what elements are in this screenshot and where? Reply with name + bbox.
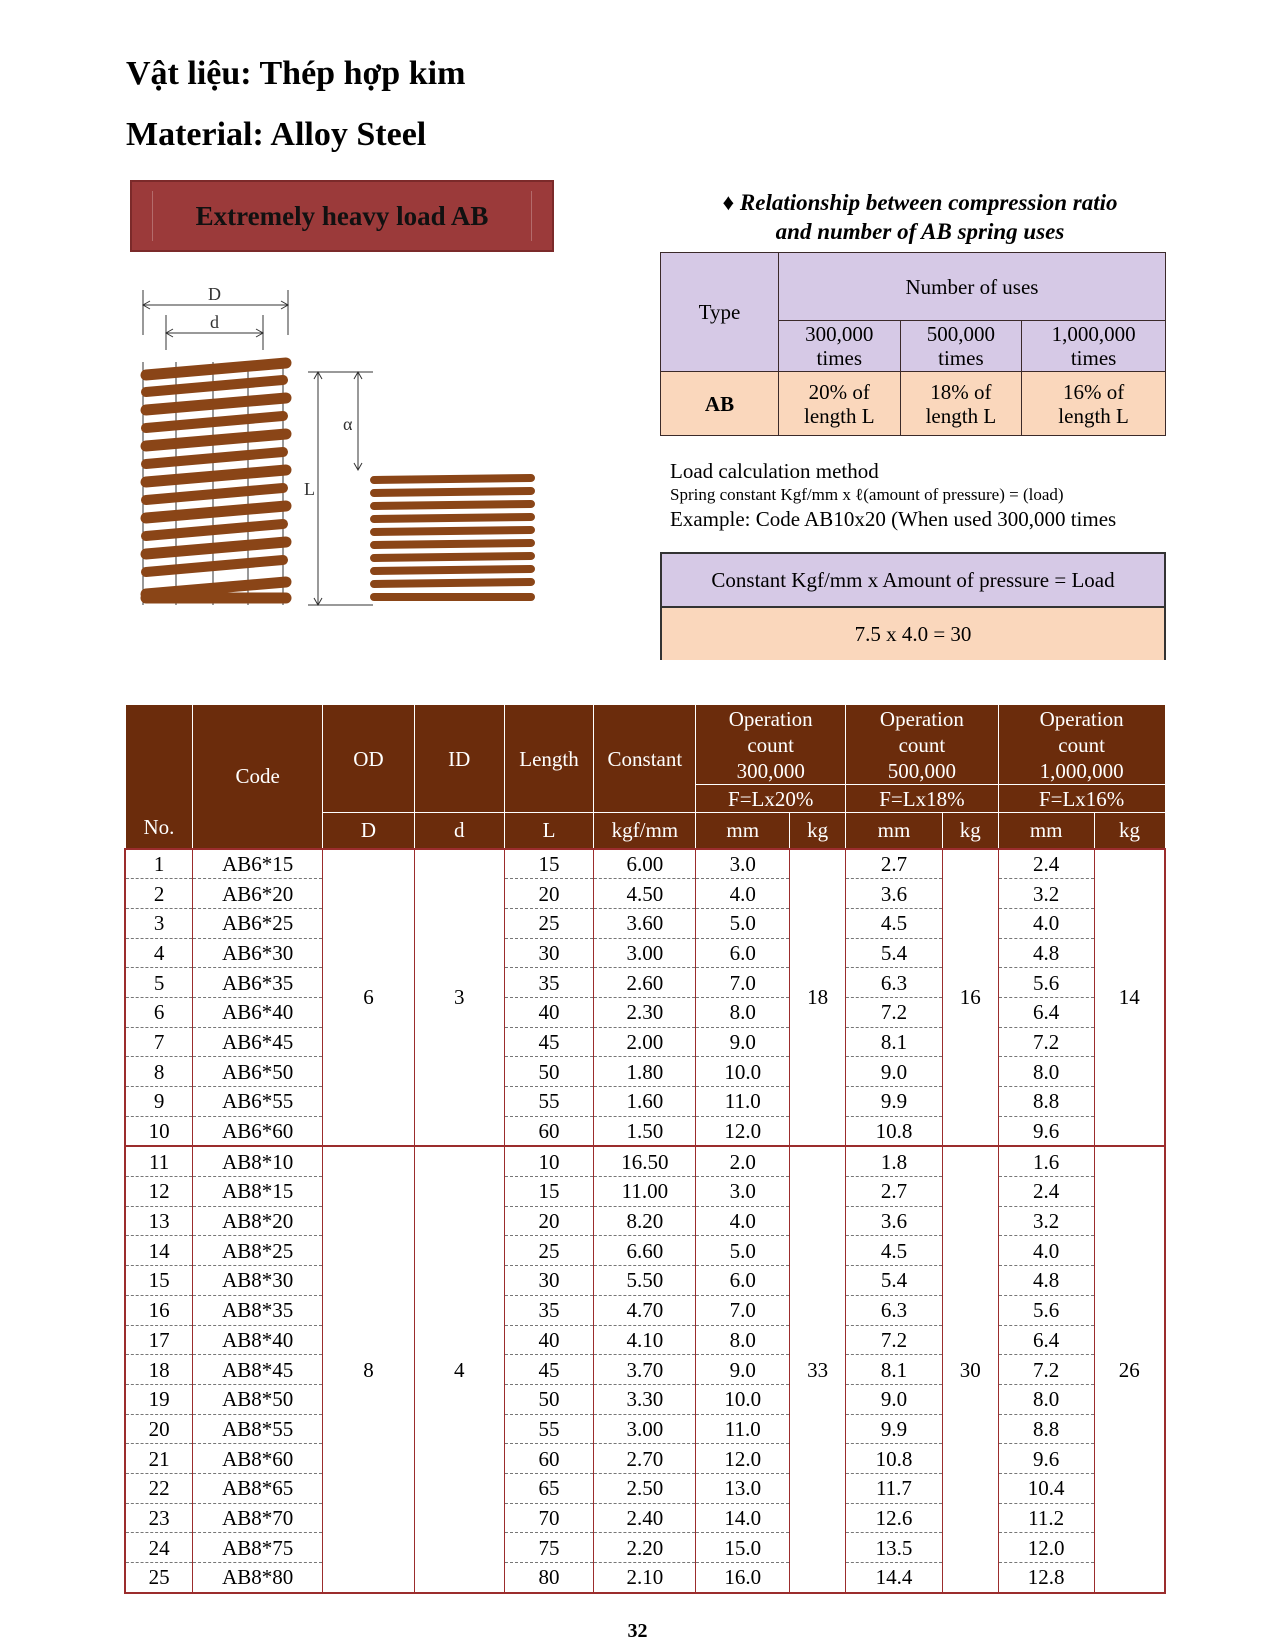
table-row xyxy=(125,1473,1165,1503)
cell-code: AB6*40 xyxy=(193,997,323,1027)
cell-mm-300k: 11.0 xyxy=(696,1087,790,1117)
cell-mm-1m: 4.8 xyxy=(998,1266,1094,1296)
cell-length: 40 xyxy=(504,1325,594,1355)
cell-code: AB8*25 xyxy=(193,1236,323,1266)
cell-mm-500k: 7.2 xyxy=(846,997,943,1027)
cell-mm-1m: 4.0 xyxy=(998,908,1094,938)
header-op-1m: Operation count 1,000,000 xyxy=(998,705,1165,785)
cell-mm-300k: 8.0 xyxy=(696,997,790,1027)
table-row xyxy=(125,1116,1165,1146)
cell-constant: 6.00 xyxy=(594,849,696,879)
cell-constant: 1.50 xyxy=(594,1116,696,1146)
cell-no: 9 xyxy=(125,1087,193,1117)
cell-length: 15 xyxy=(504,849,594,879)
cell-constant: 16.50 xyxy=(594,1146,696,1176)
cell-length: 20 xyxy=(504,879,594,909)
load-example: Example: Code AB10x20 (When used 300,000 times xyxy=(670,507,1117,531)
cell-od: 6 xyxy=(323,849,415,1147)
cell-mm-500k: 14.4 xyxy=(846,1563,943,1593)
header-formula-16: F=Lx16% xyxy=(998,785,1165,813)
uses-header: Number of uses xyxy=(779,253,1166,321)
cell-mm-1m: 5.6 xyxy=(998,1295,1094,1325)
cell-length: 30 xyxy=(504,1266,594,1296)
cell-length: 60 xyxy=(504,1116,594,1146)
cell-id: 4 xyxy=(414,1146,504,1592)
cell-mm-300k: 14.0 xyxy=(696,1503,790,1533)
cell-kg-300k: 33 xyxy=(790,1146,846,1592)
cell-no: 7 xyxy=(125,1027,193,1057)
cell-code: AB8*50 xyxy=(193,1384,323,1414)
cell-mm-300k: 16.0 xyxy=(696,1563,790,1593)
cell-code: AB6*50 xyxy=(193,1057,323,1087)
table-row xyxy=(125,968,1165,998)
table-row xyxy=(125,938,1165,968)
cell-mm-1m: 8.0 xyxy=(998,1384,1094,1414)
table-row xyxy=(125,1414,1165,1444)
spec-table-body xyxy=(125,849,1165,1593)
cell-code: AB8*75 xyxy=(193,1533,323,1563)
cell-mm-1m: 8.8 xyxy=(998,1414,1094,1444)
header-op-500k: Operation count 500,000 xyxy=(846,705,999,785)
cell-constant: 2.40 xyxy=(594,1503,696,1533)
cell-no: 10 xyxy=(125,1116,193,1146)
label-L: L xyxy=(304,479,315,499)
cell-constant: 4.10 xyxy=(594,1325,696,1355)
cell-mm-500k: 9.9 xyxy=(846,1414,943,1444)
cell-mm-1m: 9.6 xyxy=(998,1444,1094,1474)
cell-code: AB8*55 xyxy=(193,1414,323,1444)
cell-mm-1m: 4.0 xyxy=(998,1236,1094,1266)
cell-length: 35 xyxy=(504,1295,594,1325)
cell-mm-1m: 7.2 xyxy=(998,1027,1094,1057)
header-op-300k: Operation count 300,000 xyxy=(696,705,846,785)
table-row xyxy=(125,1325,1165,1355)
cell-no: 15 xyxy=(125,1266,193,1296)
cell-constant: 1.60 xyxy=(594,1087,696,1117)
cell-length: 25 xyxy=(504,1236,594,1266)
cell-code: AB8*10 xyxy=(193,1146,323,1176)
cell-length: 60 xyxy=(504,1444,594,1474)
label-alpha: α xyxy=(343,414,353,434)
cell-mm-300k: 15.0 xyxy=(696,1533,790,1563)
cell-constant: 1.80 xyxy=(594,1057,696,1087)
title-vietnamese: Vật liệu: Thép hợp kim xyxy=(126,55,466,92)
cell-mm-1m: 6.4 xyxy=(998,1325,1094,1355)
cell-code: AB8*35 xyxy=(193,1295,323,1325)
cell-code: AB6*25 xyxy=(193,908,323,938)
cell-constant: 2.10 xyxy=(594,1563,696,1593)
cell-constant: 5.50 xyxy=(594,1266,696,1296)
cell-no: 13 xyxy=(125,1206,193,1236)
cell-no: 22 xyxy=(125,1473,193,1503)
cell-od: 8 xyxy=(323,1146,415,1592)
unit-kg: kg xyxy=(1094,813,1165,849)
unit-kg: kg xyxy=(790,813,846,849)
cell-mm-300k: 3.0 xyxy=(696,849,790,879)
uses-col-500k: 500,000 times xyxy=(900,321,1022,372)
cell-mm-1m: 6.4 xyxy=(998,997,1094,1027)
cell-mm-500k: 13.5 xyxy=(846,1533,943,1563)
page-number: 32 xyxy=(627,1620,648,1642)
cell-mm-300k: 9.0 xyxy=(696,1027,790,1057)
cell-constant: 3.60 xyxy=(594,908,696,938)
load-calculation xyxy=(670,458,1116,532)
cell-code: AB6*35 xyxy=(193,968,323,998)
cell-mm-500k: 6.3 xyxy=(846,1295,943,1325)
cell-mm-500k: 5.4 xyxy=(846,1266,943,1296)
cell-code: AB8*60 xyxy=(193,1444,323,1474)
cell-mm-1m: 12.0 xyxy=(998,1533,1094,1563)
table-row xyxy=(125,1206,1165,1236)
uses-col-300k: 300,000 times xyxy=(779,321,901,372)
relationship-title-line2: and number of AB spring uses xyxy=(775,219,1065,244)
cell-code: AB8*65 xyxy=(193,1473,323,1503)
cell-kg-500k: 30 xyxy=(942,1146,998,1592)
cell-mm-500k: 8.1 xyxy=(846,1355,943,1385)
cell-code: AB8*80 xyxy=(193,1563,323,1593)
label-d: d xyxy=(210,312,219,332)
header-formula-20: F=Lx20% xyxy=(696,785,846,813)
uses-col-1m: 1,000,000 times xyxy=(1022,321,1166,372)
spec-table xyxy=(124,704,1166,1594)
cell-mm-300k: 12.0 xyxy=(696,1116,790,1146)
cell-no: 24 xyxy=(125,1533,193,1563)
cell-mm-500k: 9.9 xyxy=(846,1087,943,1117)
cell-mm-1m: 8.8 xyxy=(998,1087,1094,1117)
cell-mm-300k: 6.0 xyxy=(696,1266,790,1296)
table-row xyxy=(125,1355,1165,1385)
table-row xyxy=(125,1146,1165,1176)
cell-mm-1m: 2.4 xyxy=(998,849,1094,879)
cell-length: 65 xyxy=(504,1473,594,1503)
cell-no: 4 xyxy=(125,938,193,968)
cell-length: 25 xyxy=(504,908,594,938)
cell-no: 8 xyxy=(125,1057,193,1087)
ab-300k-ratio: 20% of length L xyxy=(779,372,901,436)
cell-mm-1m: 3.2 xyxy=(998,1206,1094,1236)
cell-mm-300k: 3.0 xyxy=(696,1177,790,1207)
table-row xyxy=(125,1384,1165,1414)
cell-constant: 2.50 xyxy=(594,1473,696,1503)
table-row xyxy=(125,1027,1165,1057)
relationship-title-line1: ♦ Relationship between compression ratio xyxy=(722,190,1118,215)
cell-constant: 2.60 xyxy=(594,968,696,998)
header-constant: Constant xyxy=(594,705,696,813)
cell-mm-500k: 9.0 xyxy=(846,1384,943,1414)
cell-mm-500k: 11.7 xyxy=(846,1473,943,1503)
cell-length: 10 xyxy=(504,1146,594,1176)
cell-code: AB6*45 xyxy=(193,1027,323,1057)
cell-constant: 4.70 xyxy=(594,1295,696,1325)
cell-mm-300k: 10.0 xyxy=(696,1384,790,1414)
table-row xyxy=(125,1057,1165,1087)
unit-mm: mm xyxy=(696,813,790,849)
cell-constant: 2.30 xyxy=(594,997,696,1027)
cell-length: 15 xyxy=(504,1177,594,1207)
uses-table xyxy=(660,252,1166,436)
cell-constant: 3.00 xyxy=(594,938,696,968)
cell-no: 18 xyxy=(125,1355,193,1385)
constant-box xyxy=(660,552,1166,660)
cell-code: AB8*70 xyxy=(193,1503,323,1533)
cell-kg-1m: 26 xyxy=(1094,1146,1165,1592)
cell-no: 11 xyxy=(125,1146,193,1176)
cell-mm-300k: 7.0 xyxy=(696,968,790,998)
cell-length: 80 xyxy=(504,1563,594,1593)
cell-no: 25 xyxy=(125,1563,193,1593)
header-no: No. xyxy=(125,705,193,849)
table-row xyxy=(125,1563,1165,1593)
cell-constant: 3.30 xyxy=(594,1384,696,1414)
cell-constant: 8.20 xyxy=(594,1206,696,1236)
cell-constant: 2.20 xyxy=(594,1533,696,1563)
table-row xyxy=(125,1295,1165,1325)
cell-no: 1 xyxy=(125,849,193,879)
cell-no: 20 xyxy=(125,1414,193,1444)
header-length: Length xyxy=(504,705,594,813)
cell-mm-300k: 4.0 xyxy=(696,879,790,909)
cell-code: AB6*60 xyxy=(193,1116,323,1146)
cell-code: AB8*20 xyxy=(193,1206,323,1236)
cell-mm-300k: 2.0 xyxy=(696,1146,790,1176)
cell-constant: 11.00 xyxy=(594,1177,696,1207)
cell-length: 55 xyxy=(504,1087,594,1117)
header-id: ID xyxy=(414,705,504,813)
constant-example-value: 7.5 x 4.0 = 30 xyxy=(662,608,1164,660)
cell-mm-1m: 2.4 xyxy=(998,1177,1094,1207)
table-row xyxy=(125,1087,1165,1117)
header-code: Code xyxy=(193,705,323,849)
cell-length: 50 xyxy=(504,1057,594,1087)
cell-length: 70 xyxy=(504,1503,594,1533)
cell-code: AB8*40 xyxy=(193,1325,323,1355)
cell-length: 40 xyxy=(504,997,594,1027)
cell-length: 55 xyxy=(504,1414,594,1444)
table-row xyxy=(125,1444,1165,1474)
cell-length: 45 xyxy=(504,1027,594,1057)
cell-constant: 4.50 xyxy=(594,879,696,909)
cell-constant: 2.00 xyxy=(594,1027,696,1057)
cell-mm-500k: 10.8 xyxy=(846,1444,943,1474)
cell-length: 30 xyxy=(504,938,594,968)
cell-code: AB6*15 xyxy=(193,849,323,879)
type-header: Type xyxy=(661,253,779,372)
cell-constant: 3.70 xyxy=(594,1355,696,1385)
cell-mm-500k: 9.0 xyxy=(846,1057,943,1087)
cell-mm-1m: 5.6 xyxy=(998,968,1094,998)
cell-mm-1m: 12.8 xyxy=(998,1563,1094,1593)
unit-od: D xyxy=(323,813,415,849)
cell-mm-300k: 12.0 xyxy=(696,1444,790,1474)
cell-constant: 3.00 xyxy=(594,1414,696,1444)
cell-mm-500k: 4.5 xyxy=(846,908,943,938)
cell-code: AB8*30 xyxy=(193,1266,323,1296)
cell-kg-500k: 16 xyxy=(942,849,998,1147)
load-formula: Spring constant Kgf/mm x ℓ(amount of pressure) = (load) xyxy=(670,485,1064,504)
constant-formula: Constant Kgf/mm x Amount of pressure = Load xyxy=(662,554,1164,608)
cell-mm-1m: 11.2 xyxy=(998,1503,1094,1533)
cell-code: AB8*15 xyxy=(193,1177,323,1207)
cell-mm-500k: 6.3 xyxy=(846,968,943,998)
cell-mm-500k: 4.5 xyxy=(846,1236,943,1266)
cell-no: 2 xyxy=(125,879,193,909)
header-od: OD xyxy=(323,705,415,813)
cell-mm-1m: 4.8 xyxy=(998,938,1094,968)
header-formula-18: F=Lx18% xyxy=(846,785,999,813)
cell-mm-1m: 7.2 xyxy=(998,1355,1094,1385)
cell-length: 50 xyxy=(504,1384,594,1414)
cell-code: AB6*20 xyxy=(193,879,323,909)
cell-length: 45 xyxy=(504,1355,594,1385)
ab-1m-ratio: 16% of length L xyxy=(1022,372,1166,436)
cell-constant: 6.60 xyxy=(594,1236,696,1266)
cell-mm-500k: 2.7 xyxy=(846,849,943,879)
title-english: Material: Alloy Steel xyxy=(126,116,427,153)
cell-no: 19 xyxy=(125,1384,193,1414)
cell-mm-500k: 10.8 xyxy=(846,1116,943,1146)
table-row xyxy=(125,908,1165,938)
cell-length: 20 xyxy=(504,1206,594,1236)
cell-mm-1m: 10.4 xyxy=(998,1473,1094,1503)
cell-mm-500k: 12.6 xyxy=(846,1503,943,1533)
cell-code: AB6*30 xyxy=(193,938,323,968)
cell-constant: 2.70 xyxy=(594,1444,696,1474)
relationship-title xyxy=(660,188,1180,246)
cell-mm-500k: 3.6 xyxy=(846,879,943,909)
label-D: D xyxy=(208,284,221,304)
table-row xyxy=(125,849,1165,879)
load-method-title: Load calculation method xyxy=(670,459,879,483)
table-row xyxy=(125,1533,1165,1563)
cell-mm-300k: 9.0 xyxy=(696,1355,790,1385)
cell-mm-1m: 3.2 xyxy=(998,879,1094,909)
cell-no: 3 xyxy=(125,908,193,938)
table-row xyxy=(125,997,1165,1027)
cell-mm-1m: 1.6 xyxy=(998,1146,1094,1176)
cell-mm-500k: 3.6 xyxy=(846,1206,943,1236)
cell-no: 17 xyxy=(125,1325,193,1355)
cell-no: 23 xyxy=(125,1503,193,1533)
cell-mm-300k: 6.0 xyxy=(696,938,790,968)
cell-mm-300k: 4.0 xyxy=(696,1206,790,1236)
cell-mm-300k: 7.0 xyxy=(696,1295,790,1325)
unit-mm: mm xyxy=(846,813,943,849)
table-row xyxy=(125,1236,1165,1266)
unit-length: L xyxy=(504,813,594,849)
cell-mm-500k: 5.4 xyxy=(846,938,943,968)
cell-length: 35 xyxy=(504,968,594,998)
table-row xyxy=(125,1503,1165,1533)
cell-mm-500k: 8.1 xyxy=(846,1027,943,1057)
cell-mm-300k: 8.0 xyxy=(696,1325,790,1355)
spring-diagram xyxy=(138,280,558,640)
cell-mm-300k: 13.0 xyxy=(696,1473,790,1503)
cell-mm-500k: 1.8 xyxy=(846,1146,943,1176)
cell-kg-300k: 18 xyxy=(790,849,846,1147)
cell-mm-1m: 9.6 xyxy=(998,1116,1094,1146)
product-banner xyxy=(130,180,554,252)
cell-mm-300k: 10.0 xyxy=(696,1057,790,1087)
cell-mm-300k: 11.0 xyxy=(696,1414,790,1444)
cell-kg-1m: 14 xyxy=(1094,849,1165,1147)
cell-no: 21 xyxy=(125,1444,193,1474)
cell-code: AB8*45 xyxy=(193,1355,323,1385)
table-row xyxy=(125,1266,1165,1296)
cell-mm-300k: 5.0 xyxy=(696,908,790,938)
cell-no: 5 xyxy=(125,968,193,998)
cell-mm-300k: 5.0 xyxy=(696,1236,790,1266)
cell-code: AB6*55 xyxy=(193,1087,323,1117)
cell-no: 14 xyxy=(125,1236,193,1266)
cell-no: 16 xyxy=(125,1295,193,1325)
unit-id: d xyxy=(414,813,504,849)
cell-length: 75 xyxy=(504,1533,594,1563)
cell-id: 3 xyxy=(414,849,504,1147)
cell-no: 6 xyxy=(125,997,193,1027)
cell-mm-500k: 2.7 xyxy=(846,1177,943,1207)
type-ab: AB xyxy=(661,372,779,436)
unit-mm: mm xyxy=(998,813,1094,849)
cell-no: 12 xyxy=(125,1177,193,1207)
unit-kg: kg xyxy=(942,813,998,849)
banner-label: Extremely heavy load AB xyxy=(152,191,532,241)
cell-mm-1m: 8.0 xyxy=(998,1057,1094,1087)
table-row xyxy=(125,879,1165,909)
cell-mm-500k: 7.2 xyxy=(846,1325,943,1355)
table-row xyxy=(125,1177,1165,1207)
unit-constant: kgf/mm xyxy=(594,813,696,849)
ab-500k-ratio: 18% of length L xyxy=(900,372,1022,436)
